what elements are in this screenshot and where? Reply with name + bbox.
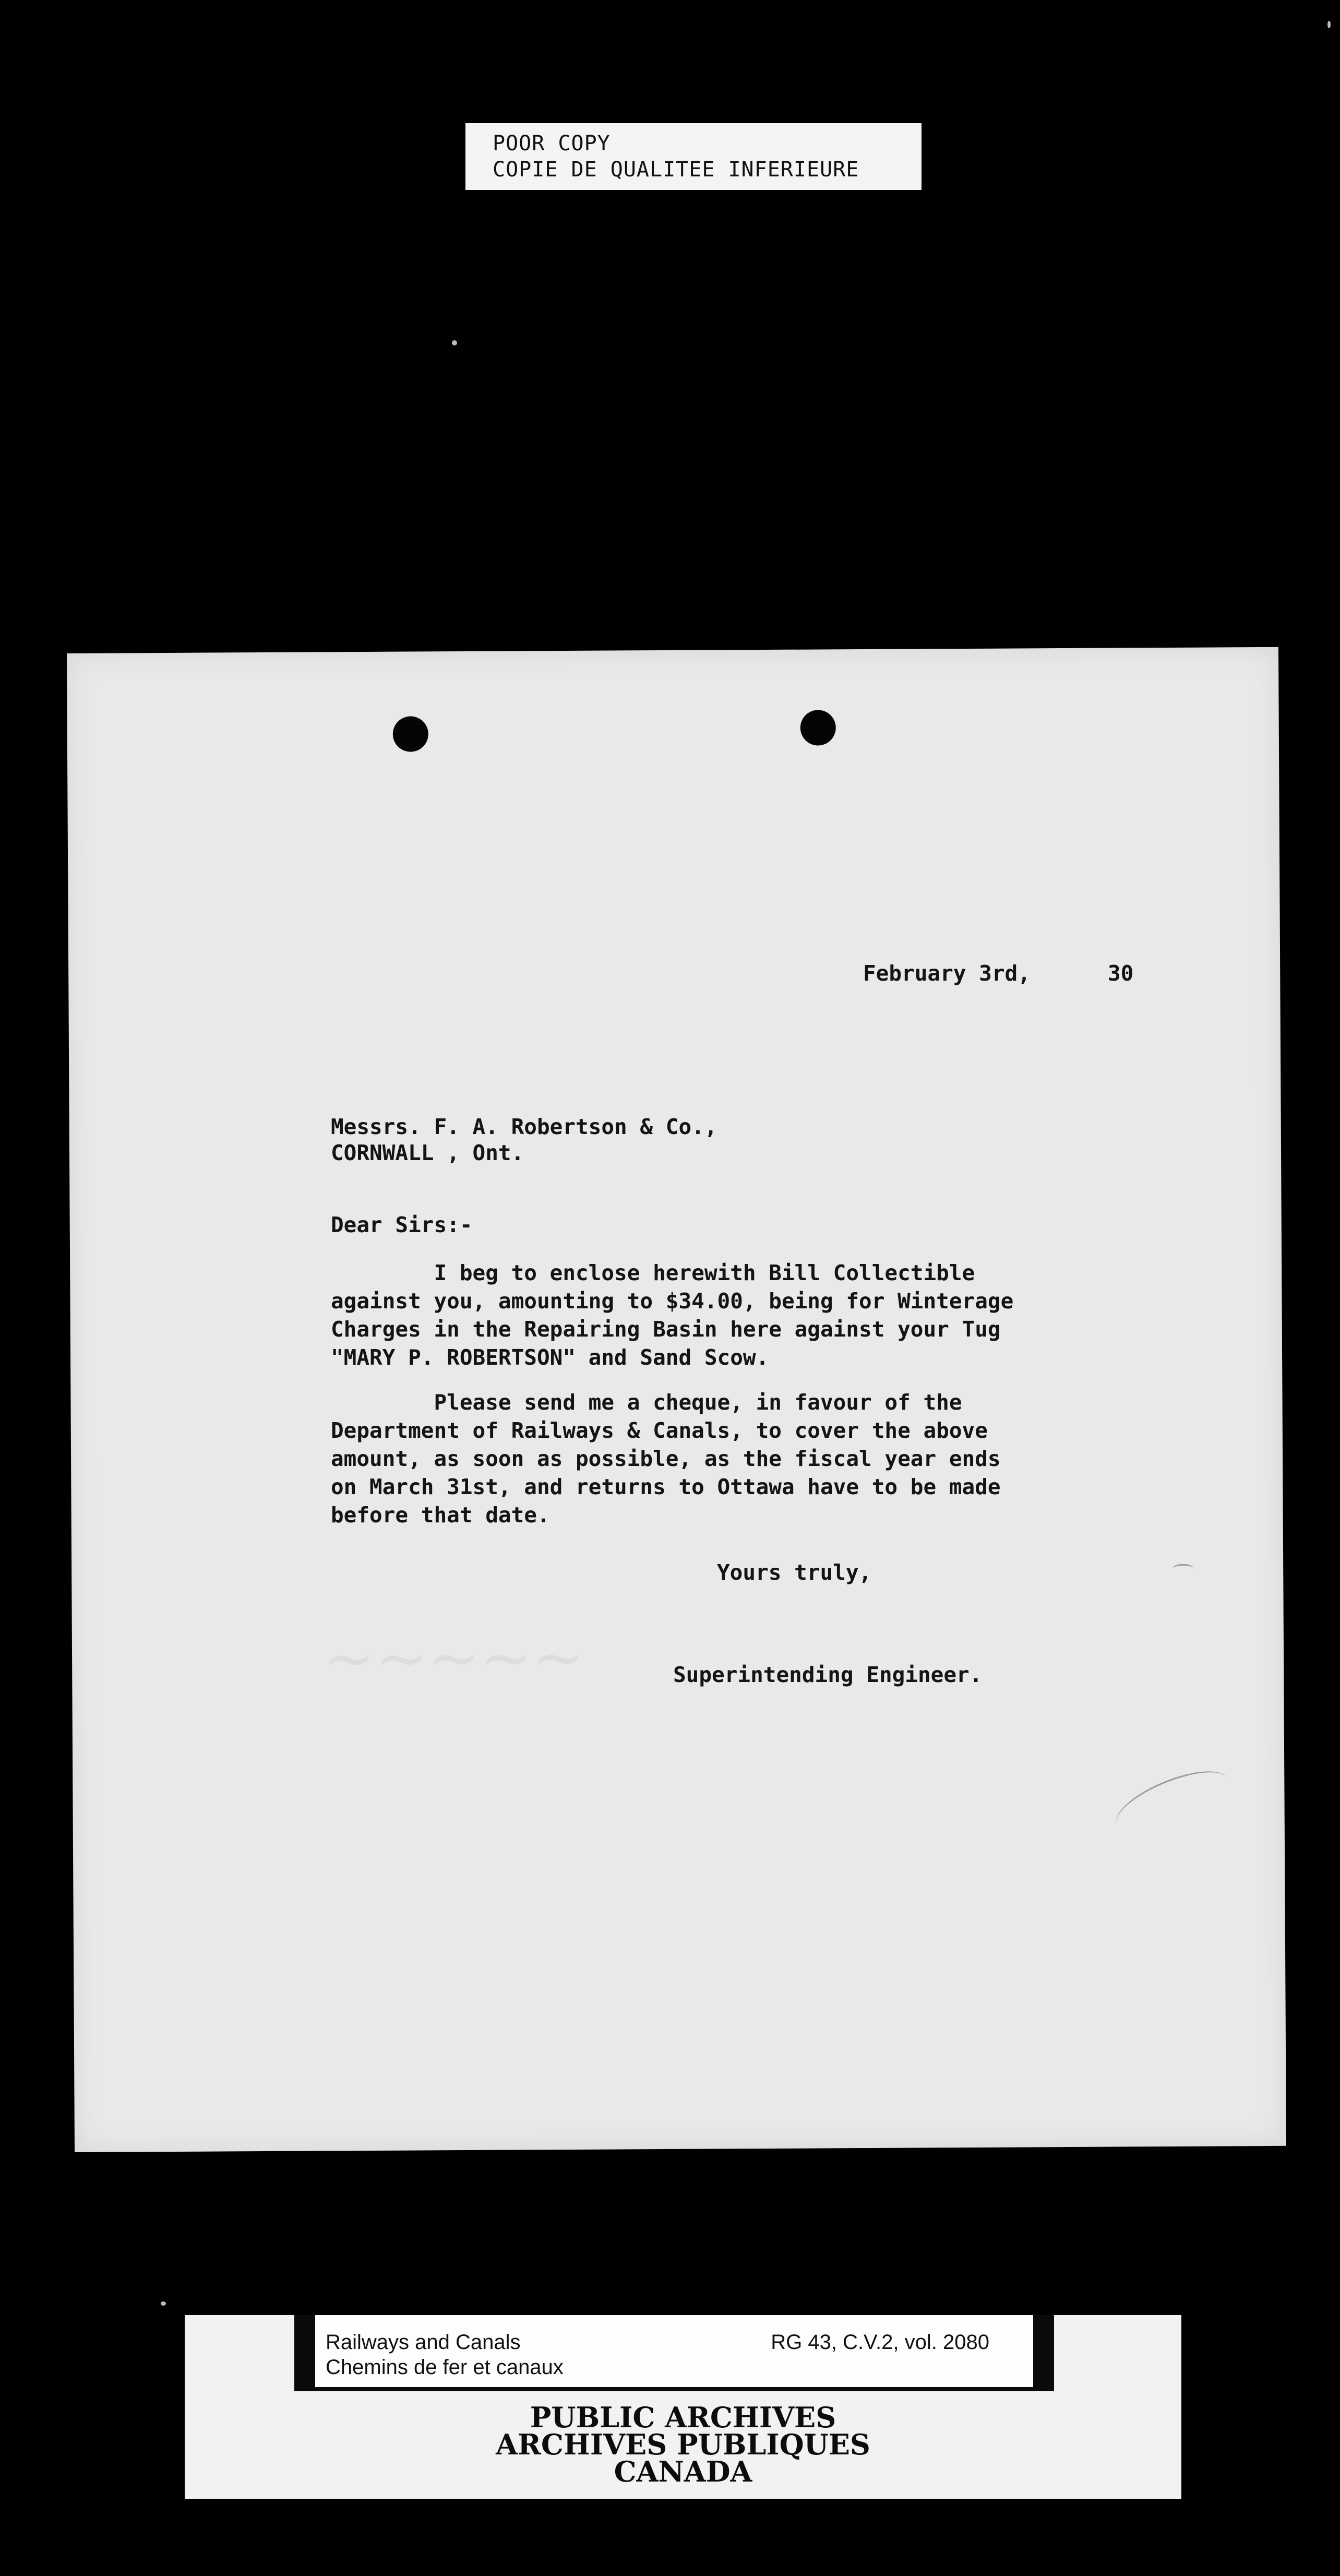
paragraph-1-line-3: Charges in the Repairing Basin here against your Tug (331, 1317, 1001, 1342)
recipient-address: CORNWALL , Ont. (331, 1140, 524, 1165)
fonds-name (326, 2330, 564, 2380)
dust-speck (161, 2301, 166, 2306)
fonds-name-en: Railways and Canals (326, 2331, 521, 2354)
paragraph-2-line-1: Please send me a cheque, in favour of the (331, 1390, 962, 1415)
punch-hole (393, 716, 428, 752)
reference-number: RG 43, C.V.2, vol. 2080 (771, 2331, 989, 2354)
paragraph-1-line-4: "MARY P. ROBERTSON" and Sand Scow. (331, 1345, 769, 1370)
archives-stamp-en: PUBLIC ARCHIVES (530, 2401, 836, 2434)
closing: Yours truly, (717, 1560, 872, 1585)
salutation: Dear Sirs:- (331, 1212, 473, 1237)
dust-speck (1327, 21, 1331, 28)
archives-stamp (185, 2401, 1181, 2488)
poor-copy-notice (465, 123, 922, 190)
pen-stroke (1108, 1759, 1236, 1844)
fonds-name-fr: Chemins de fer et canaux (326, 2356, 564, 2379)
archives-stamp-country: CANADA (614, 2455, 752, 2488)
paragraph-2-line-3: amount, as soon as possible, as the fiscal year ends (331, 1446, 1001, 1471)
archives-stamp-fr: ARCHIVES PUBLIQUES (496, 2428, 870, 2461)
punch-hole (800, 710, 836, 745)
letter-date: February 3rd, 30 (863, 961, 1134, 986)
signature-title: Superintending Engineer. (673, 1662, 983, 1687)
poor-copy-line-fr: COPIE DE QUALITEE INFERIEURE (493, 158, 859, 182)
paragraph-1-line-2: against you, amounting to $34.00, being for Winterage (331, 1289, 1014, 1314)
paragraph-2-line-2: Department of Railways & Canals, to cover the above (331, 1418, 988, 1443)
dust-speck (452, 340, 457, 345)
paragraph-2-line-5: before that date. (331, 1502, 550, 1528)
reference-label (315, 2315, 1033, 2387)
paragraph-1-line-1: I beg to enclose herewith Bill Collectible (331, 1260, 975, 1285)
recipient-name: Messrs. F. A. Robertson & Co., (331, 1114, 717, 1139)
paragraph-2-line-4: on March 31st, and returns to Ottawa have to be made (331, 1474, 1001, 1499)
bleed-through-mark: ~~~~~ (322, 1621, 585, 1696)
pen-stroke (1172, 1564, 1193, 1573)
archive-footer (185, 2315, 1181, 2499)
poor-copy-line-en: POOR COPY (493, 132, 611, 156)
